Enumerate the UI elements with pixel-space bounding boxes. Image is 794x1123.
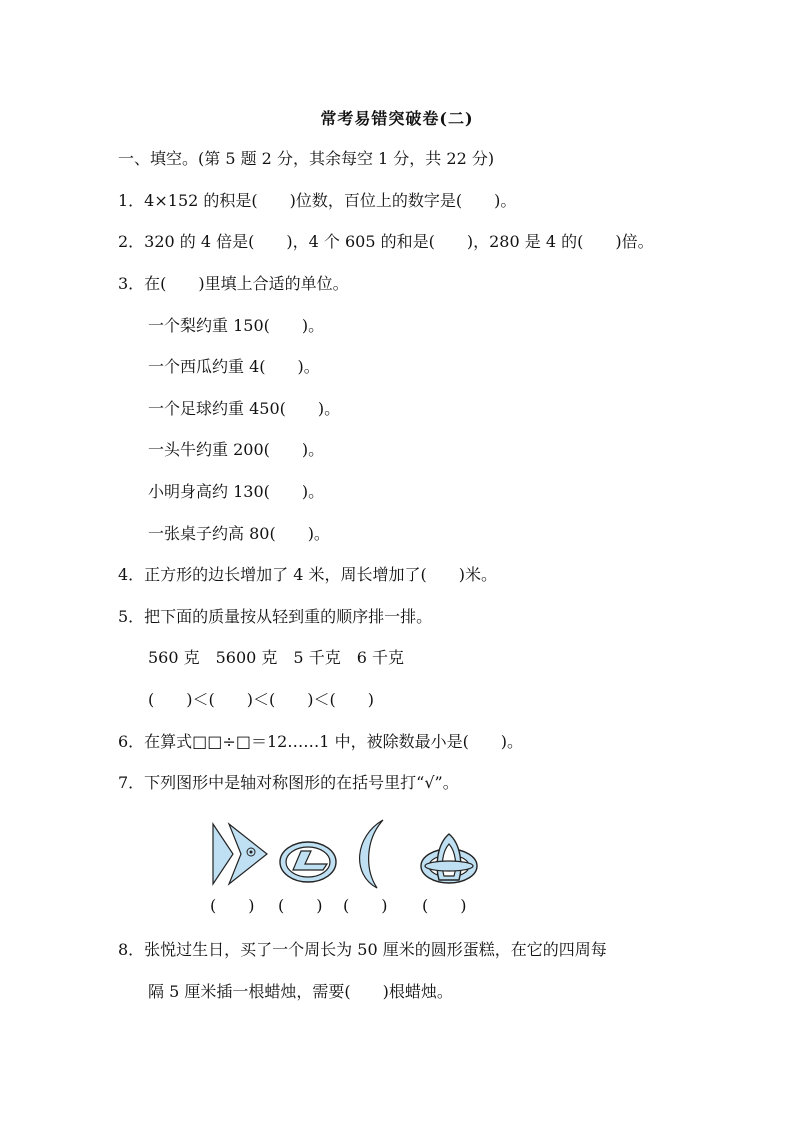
figure-answer-blank[interactable]: ( ) — [278, 896, 323, 915]
question-3-item: 一个足球约重 450( )。 — [148, 399, 341, 418]
question-3-item: 一张桌子约高 80( )。 — [148, 524, 330, 543]
question-2: 2．320 的 4 倍是( )，4 个 605 的和是( )，280 是 4 的( )倍。 — [118, 232, 654, 251]
question-5-masses: 560 克 5600 克 5 千克 6 千克 — [148, 648, 404, 667]
figure-answer-blank[interactable]: ( ) — [343, 896, 388, 915]
question-3-item: 一个西瓜约重 4( )。 — [148, 357, 320, 376]
crescent-moon-icon — [360, 820, 383, 888]
page-title: 常考易错突破卷(二) — [320, 109, 474, 128]
figure-answer-blank[interactable]: ( ) — [210, 896, 255, 915]
ring-logo-icon — [421, 834, 477, 883]
question-8-line-1: 8．张悦过生日，买了一个周长为 50 厘米的圆形蛋糕，在它的四周每 — [118, 940, 607, 959]
question-4: 4．正方形的边长增加了 4 米，周长增加了( )米。 — [118, 565, 498, 584]
car-logo-icon — [280, 842, 336, 882]
question-5: 5．把下面的质量按从轻到重的顺序排一排。 — [118, 607, 433, 626]
question-3: 3．在( )里填上合适的单位。 — [118, 274, 349, 293]
question-5-blanks: ( )＜( )＜( )＜( ) — [148, 690, 374, 709]
fish-icon — [213, 824, 267, 884]
figure-answer-blank[interactable]: ( ) — [422, 896, 467, 915]
section-heading: 一、填空。(第 5 题 2 分，其余每空 1 分，共 22 分) — [118, 149, 495, 168]
question-7-figures — [205, 818, 495, 890]
question-3-item: 一头牛约重 200( )。 — [148, 440, 325, 459]
question-8-line-2: 隔 5 厘米插一根蜡烛，需要( )根蜡烛。 — [148, 982, 453, 1001]
question-3-item: 小明身高约 130( )。 — [148, 482, 325, 501]
question-1: 1．4×152 的积是( )位数，百位上的数字是( )。 — [118, 191, 517, 210]
question-3-item: 一个梨约重 150( )。 — [148, 316, 325, 335]
question-6: 6．在算式□□÷□＝12……1 中，被除数最小是( )。 — [118, 732, 524, 751]
question-7: 7．下列图形中是轴对称图形的在括号里打“√”。 — [118, 773, 459, 792]
